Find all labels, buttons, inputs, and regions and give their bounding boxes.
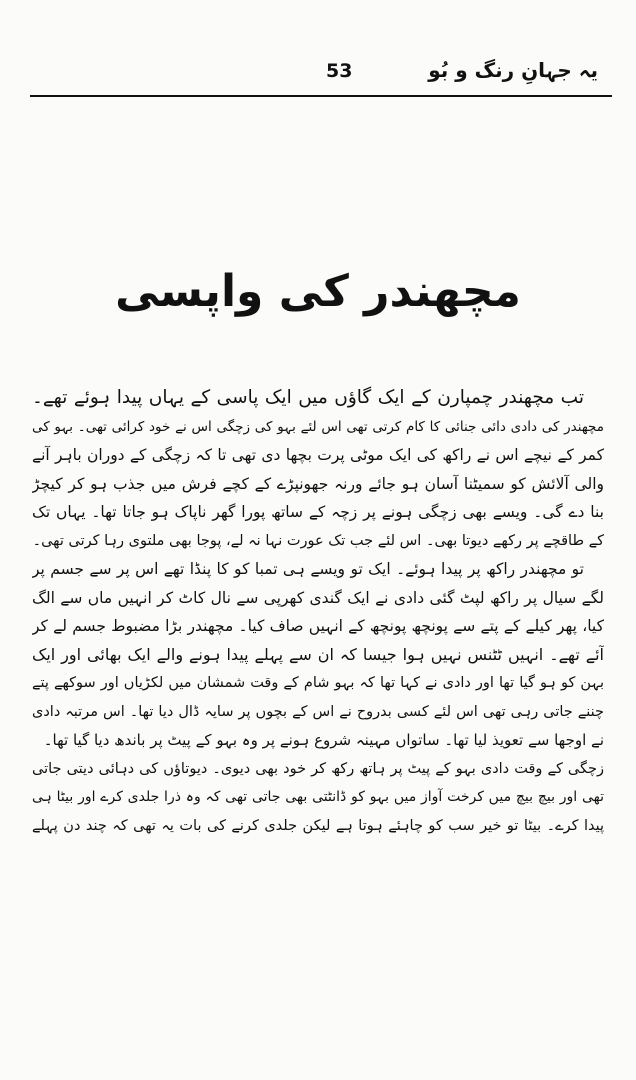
text-line: والی آلائش کو سمیٹنا آسان ہو جائے ورنہ جھونپڑے کے کچے فرش میں جذب ہو کر کیچڑ xyxy=(32,474,604,493)
text-line: بہن کو ہو گیا تھا اور دادی نے کہا تھا کہ بہو شام کے وقت شمشان میں لکڑیاں اور سوکھے پتے xyxy=(32,675,604,691)
text-line: لگے سیال پر راکھ لپٹ گئی دادی نے ایک گندی کھرپی سے نال کاٹ کر انہیں ماں سے الگ xyxy=(32,588,604,607)
text-line: پیدا کرے۔ بیٹا تو خیر سب کو چاہئے ہوتا ہے لیکن جلدی کرنے کی بات یہ تھی کہ چند دن پہلے xyxy=(32,817,604,834)
header-rule xyxy=(30,95,612,97)
text-line: بنا دے گی۔ ویسے بھی زچگی ہونے پر زچہ کے ساتھ پورا گھر ناپاک ہو جاتا تھا۔ یہاں تک xyxy=(32,503,604,521)
text-line: تب مچھندر چمپارن کے ایک گاؤں میں ایک پاسی کے یہاں پیدا ہوئے تھے۔ xyxy=(32,387,584,408)
text-line: آئے تھے۔ انہیں ٹٹنس نہیں ہوا جیسا کہ ان سے پہلے پیدا ہونے والے ایک بھائی اور ایک xyxy=(32,644,604,664)
text-line: مچھندر کی دادی دائی جنائی کا کام کرتی تھی اس لئے بہو کی زچگی اس نے خود کرائی تھی۔ بہو کی xyxy=(32,418,604,435)
text-line: کیا، پھر کیلے کے پتے سے پونچھ پونچھ کے انہیں صاف کیا۔ مچھندر بڑا مضبوط جسم لے کر xyxy=(32,617,604,635)
page-number: 53 xyxy=(326,60,353,82)
text-line: کمر کے نیچے اس نے راکھ کی ایک موٹی پرت بچھا دی تھی تا کہ زچگی کے دوران باہر آنے xyxy=(32,446,604,464)
text-line: چننے جاتی رہی تھی اس لئے کسی بدروح نے اس کے بچوں پر سایہ ڈال دیا تھا۔ اس مرتبہ دادی xyxy=(32,703,604,720)
body-text xyxy=(32,384,604,840)
text-line: زچگی کے وقت دادی بہو کے پیٹ پر ہاتھ رکھ کر خود بھی دیوی۔ دیوتاؤں کی دہائی دیتی جاتی xyxy=(32,760,604,777)
running-title: یہ جہانِ رنگ و بُو xyxy=(428,58,598,82)
text-line: نے اوجھا سے تعویذ لیا تھا۔ ساتواں مہینہ شروع ہونے پر وہ بہو کے پیٹ پر باندھ دیا گیا تھا۔ xyxy=(43,731,604,749)
text-line: تھی اور بیچ بیچ میں کرخت آواز میں بہو کو ڈانٹتی بھی جاتی تھی کہ وہ ذرا جلدی کرے اور بیٹا ہی xyxy=(32,789,604,805)
page-header xyxy=(30,56,610,96)
text-line: کے طاقچے پر رکھے دیوتا بھی۔ اس لئے جب تک عورت نہا نہ لے، پوجا بھی ملتوی رہا کرتی تھی۔ xyxy=(32,532,604,549)
text-line: تو مچھندر راکھ پر پیدا ہوئے۔ ایک تو ویسے ہی تمبا کو کا پنڈا تھے اس پر سے جسم پر xyxy=(32,560,584,578)
chapter-title: مچھندر کی واپسی xyxy=(115,266,521,317)
